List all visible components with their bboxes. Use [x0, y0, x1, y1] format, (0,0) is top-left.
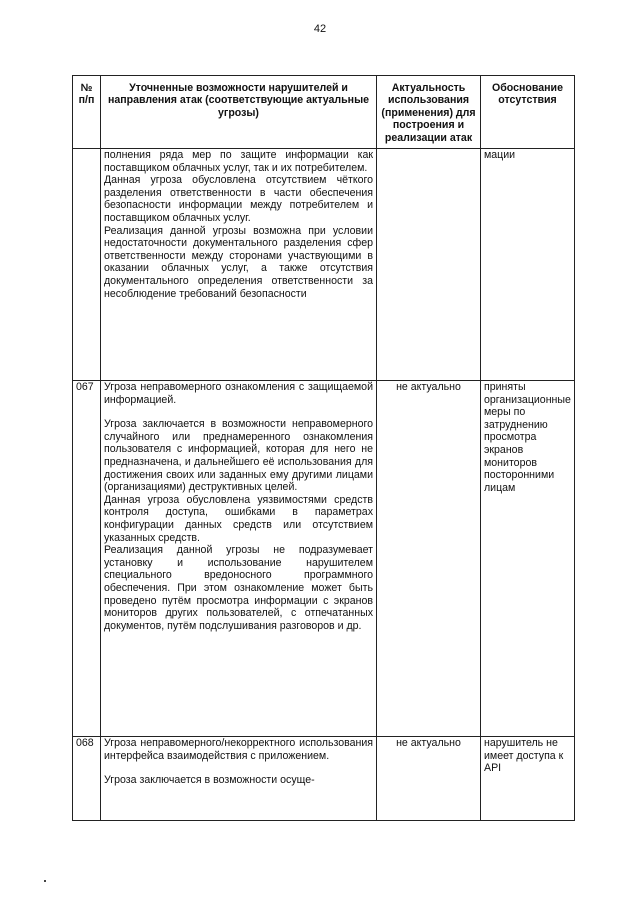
description-paragraph: Реализация данной угрозы не подразумевает установку и использование нарушителем специального вредоносного программного обеспечения. При этом ознакомление может быть проведено путём просмотра информации с экранов мониторов других пользователей, с отпечатанных документов, путём подслушивания разговоров и др. — [104, 544, 373, 632]
threats-table — [72, 75, 575, 821]
header-num: № п/п — [73, 76, 101, 149]
row-actuality: не актуально — [377, 381, 481, 737]
row-justification: мации — [481, 149, 575, 381]
table-row — [73, 737, 575, 821]
header-actuality: Актуальность использования (применения) для построения и реализации атак — [377, 76, 481, 149]
row-number — [73, 149, 101, 381]
row-description — [101, 149, 377, 381]
description-paragraph: Данная угроза обусловлена уязвимостями средств контроля доступа, ошибками в параметрах конфигурации данных средств или отсутствием указанных средств. — [104, 493, 373, 544]
description-paragraph: Реализация данной угрозы возможна при условии недостаточности документального разделения сфер ответственности между сторонами участвующими в оказании облачных услуг, а также отсутствия документального определения ответственности за несоблюдение требований безопасности — [104, 224, 373, 300]
description-paragraph: полнения ряда мер по защите информации как поставщиком облачных услуг, так и их потребителем. — [104, 149, 373, 174]
row-justification: приняты организационные меры по затруднению просмотра экранов мониторов посторонними лицам — [481, 381, 575, 737]
table-header-row — [73, 76, 575, 149]
scan-speck — [44, 880, 46, 882]
description-paragraph: Угроза заключается в возможности осуще- — [104, 774, 315, 787]
row-actuality — [377, 149, 481, 381]
header-justification: Обоснование отсутствия — [481, 76, 575, 149]
row-actuality: не актуально — [377, 737, 481, 821]
row-number: 067 — [73, 381, 101, 737]
row-description — [101, 737, 377, 821]
header-description: Уточненные возможности нарушителей и направления атак (соответствующие актуальные угрозы) — [101, 76, 377, 149]
table-row — [73, 149, 575, 381]
row-description — [101, 381, 377, 737]
row-justification: нарушитель не имеет доступа к API — [481, 737, 575, 821]
row-number: 068 — [73, 737, 101, 821]
description-paragraph: Угроза неправомерного/некорректного использования интерфейса взаимодействия с приложением. — [104, 737, 373, 762]
description-paragraph: Угроза заключается в возможности неправомерного случайного или преднамеренного ознакомления пользователя с информацией, которая для него не предназначена, и дальнейшего её использования для достижения своих или заданных ему другими лицами (организациями) деструктивных целей. — [104, 418, 373, 494]
description-paragraph: Данная угроза обусловлена отсутствием чёткого разделения ответственности в части обеспечения безопасности информации между потребителем и поставщиком облачных услуг. — [104, 174, 373, 224]
page-number: 42 — [313, 23, 327, 35]
description-paragraph: Угроза неправомерного ознакомления с защищаемой информацией. — [104, 381, 373, 406]
table-row — [73, 381, 575, 737]
